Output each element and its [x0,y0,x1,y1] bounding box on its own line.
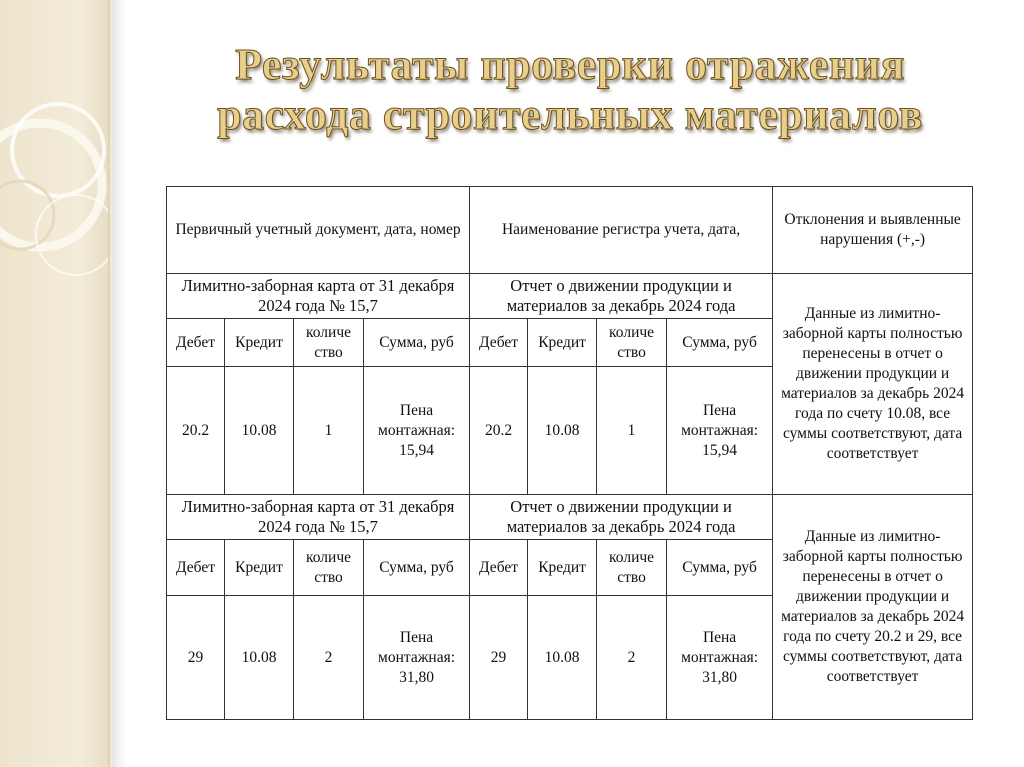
g2-right-credit: 10.08 [528,596,597,720]
group-2-register: Отчет о движении продукции и материалов за декабрь 2024 года [470,495,773,540]
g1-right-qty-header [597,319,667,367]
group-2-doc-row [167,495,973,540]
qty-header-bottom: ство [617,568,646,586]
title-line-2: расхода строительных материалов [217,90,923,139]
g1-left-qty-header [294,319,364,367]
group-2-deviation: Данные из лимитно-заборной карты полностью перенесены в отчет о движении продукции и материалов за декабрь 2024 года по счету 20.2 и 29, все суммы соответствуют, дата соответствует [773,495,973,720]
amount-value: 15,94 [399,441,434,459]
qty-header-top: количе [306,323,351,341]
group-1-deviation: Данные из лимитно-заборной карты полностью перенесены в отчет о движении продукции и материалов за декабрь 2024 года по счету 10.08, все суммы соответствуют, дата соответствует [773,274,973,495]
g2-left-credit: 10.08 [225,596,294,720]
group-1-doc-row [167,274,973,319]
g2-left-amount-header: Сумма, руб [364,540,470,596]
qty-header-bottom: ство [314,343,343,361]
g1-left-debit: 20.2 [167,367,225,495]
g1-left-credit: 10.08 [225,367,294,495]
g2-right-qty: 2 [597,596,667,720]
amount-value: 31,80 [702,668,737,686]
g1-right-credit-header: Кредит [528,319,597,367]
group-1-register: Отчет о движении продукции и материалов за декабрь 2024 года [470,274,773,319]
qty-header-top: количе [306,548,351,566]
page-title [150,40,990,140]
amount-value: 31,80 [399,668,434,686]
results-table [166,186,973,720]
g2-right-debit-header: Дебет [470,540,528,596]
qty-header-top: количе [609,548,655,566]
g1-left-credit-header: Кредит [225,319,294,367]
header-register: Наименование регистра учета, дата, [470,187,773,274]
amount-name: Пена монтажная: [378,401,456,439]
qty-header-top: количе [609,323,655,341]
g1-right-debit-header: Дебет [470,319,528,367]
g2-left-debit: 29 [167,596,225,720]
g1-right-debit: 20.2 [470,367,528,495]
g1-left-debit-header: Дебет [167,319,225,367]
g1-right-credit: 10.08 [528,367,597,495]
title-line-1: Результаты проверки отражения [235,40,905,89]
g2-right-debit: 29 [470,596,528,720]
group-2-primary-doc: Лимитно-заборная карта от 31 декабря 2024 года № 15,7 [167,495,470,540]
g2-right-amount-header: Сумма, руб [667,540,773,596]
g1-left-qty: 1 [294,367,364,495]
g2-left-credit-header: Кредит [225,540,294,596]
amount-name: Пена монтажная: [681,401,759,439]
g1-right-qty: 1 [597,367,667,495]
g2-left-amount [364,596,470,720]
g2-left-debit-header: Дебет [167,540,225,596]
group-1-primary-doc: Лимитно-заборная карта от 31 декабря 2024 года № 15,7 [167,274,470,319]
g2-right-amount [667,596,773,720]
header-row [167,187,973,274]
g1-left-amount [364,367,470,495]
amount-value: 15,94 [702,441,737,459]
g1-right-amount [667,367,773,495]
amount-name: Пена монтажная: [681,628,759,666]
header-deviations [773,187,973,274]
g1-right-amount-header: Сумма, руб [667,319,773,367]
amount-name: Пена монтажная: [378,628,456,666]
page-edge-shadow [112,0,126,767]
g2-left-qty: 2 [294,596,364,720]
header-primary-doc: Первичный учетный документ, дата, номер [167,187,470,274]
qty-header-bottom: ство [617,343,646,361]
g2-right-credit-header: Кредит [528,540,597,596]
qty-header-bottom: ство [314,568,343,586]
g1-left-amount-header: Сумма, руб [364,319,470,367]
g2-left-qty-header [294,540,364,596]
left-decorative-band [0,0,112,767]
header-deviations-text: Отклонения и выявленные нарушения (+,-) [784,211,961,248]
g2-right-qty-header [597,540,667,596]
